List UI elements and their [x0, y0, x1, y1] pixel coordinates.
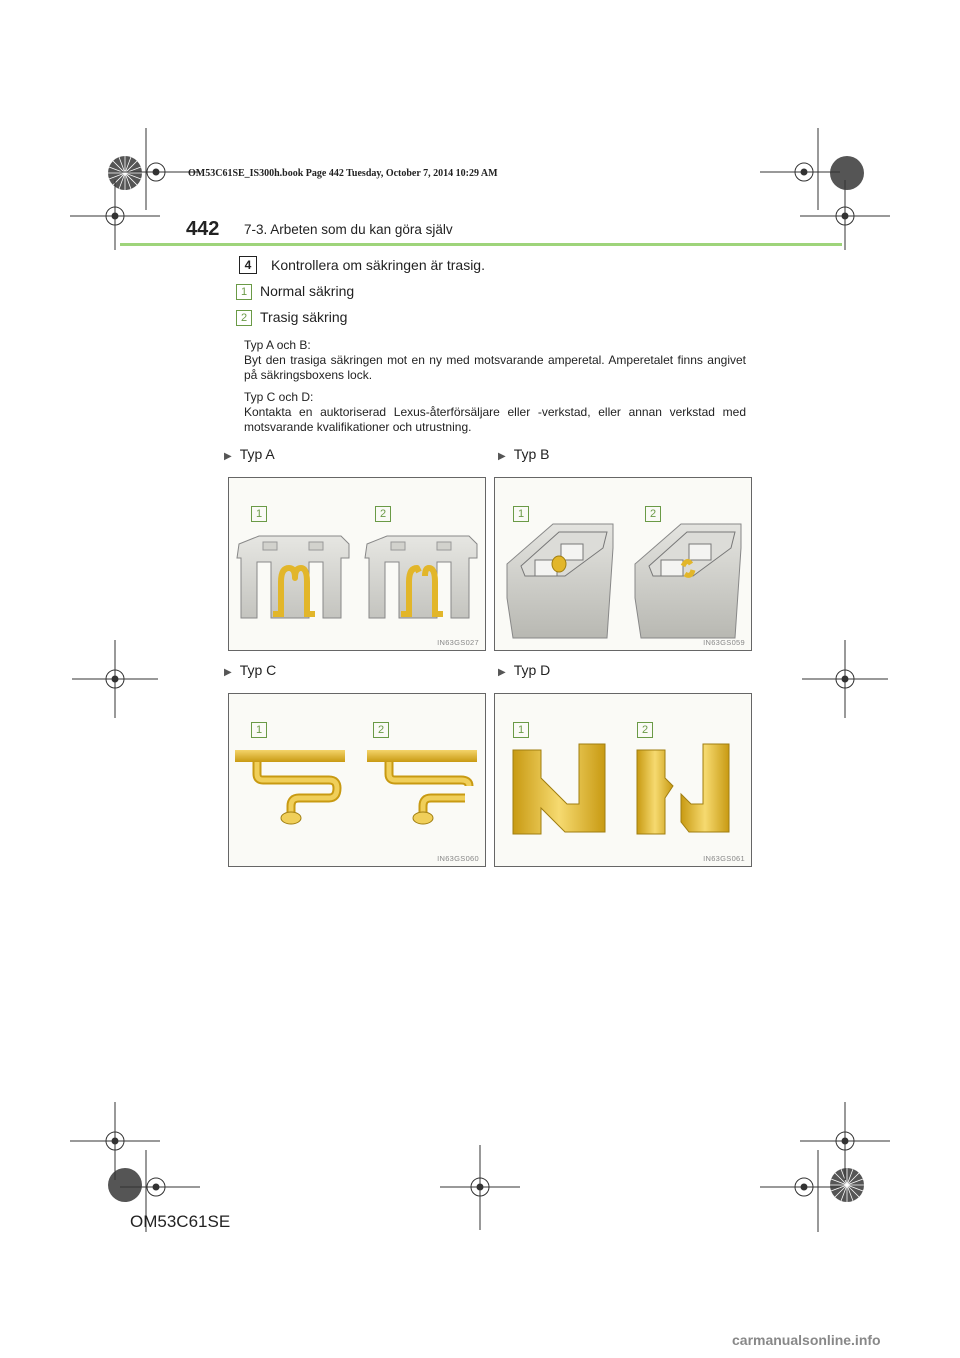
callout-2: 2: [375, 506, 391, 522]
fusible-link-illustration: [229, 694, 485, 866]
callout-2: 2: [373, 722, 389, 738]
figure-code: IN63GS059: [703, 638, 745, 647]
watermark: carmanualsonline.info: [732, 1332, 881, 1348]
header-rule: [120, 243, 842, 246]
figure-label-typ-b: ▶ Typ B: [498, 446, 550, 462]
section-title: 7-3. Arbeten som du kan göra själv: [244, 222, 453, 237]
item-number-1: 1: [236, 284, 252, 300]
figure-typ-b: [494, 477, 752, 651]
figure-typ-c: [228, 693, 486, 867]
paragraph-heading: Typ A och B:: [244, 338, 311, 352]
cartridge-fuse-illustration: [495, 478, 751, 650]
paragraph-body: Byt den trasiga säkringen mot en ny med motsvarande amperetal. Amperetalet finns angivet på säkringsboxens lock.: [244, 353, 746, 382]
paragraph-heading: Typ C och D:: [244, 390, 314, 404]
triangle-bullet-icon: ▶: [498, 667, 506, 678]
figure-code: IN63GS060: [437, 854, 479, 863]
callout-2: 2: [645, 506, 661, 522]
fuse-element-illustration: [495, 694, 751, 866]
item-number-2: 2: [236, 310, 252, 326]
step-number-badge: 4: [239, 256, 257, 274]
triangle-bullet-icon: ▶: [224, 667, 232, 678]
triangle-bullet-icon: ▶: [224, 451, 232, 462]
callout-1: 1: [251, 722, 267, 738]
figure-label-typ-c: ▶ Typ C: [224, 662, 277, 678]
figure-label-typ-d: ▶ Typ D: [498, 662, 551, 678]
figure-label-typ-a: ▶ Typ A: [224, 446, 275, 462]
figure-code: IN63GS027: [437, 638, 479, 647]
paragraph-type-a-b: [244, 338, 746, 383]
manual-code: OM53C61SE: [130, 1212, 231, 1231]
paragraph-body: Kontakta en auktoriserad Lexus-återförsäljare eller -verkstad, eller annan verkstad med motsvarande kvalifikationer och utrustning.: [244, 405, 746, 434]
callout-1: 1: [513, 506, 529, 522]
item-label-broken-fuse: Trasig säkring: [260, 309, 348, 325]
callout-1: 1: [513, 722, 529, 738]
callout-1: 1: [251, 506, 267, 522]
item-label-normal-fuse: Normal säkring: [260, 283, 355, 299]
triangle-bullet-icon: ▶: [498, 451, 506, 462]
paragraph-type-c-d: [244, 390, 746, 435]
step-title: Kontrollera om säkringen är trasig.: [271, 257, 485, 273]
figure-typ-d: [494, 693, 752, 867]
figure-code: IN63GS061: [703, 854, 745, 863]
page-number: 442: [186, 218, 220, 240]
blade-fuse-illustration: [229, 478, 485, 650]
callout-2: 2: [637, 722, 653, 738]
file-info: OM53C61SE_IS300h.book Page 442 Tuesday, October 7, 2014 10:29 AM: [188, 168, 498, 179]
figure-typ-a: [228, 477, 486, 651]
